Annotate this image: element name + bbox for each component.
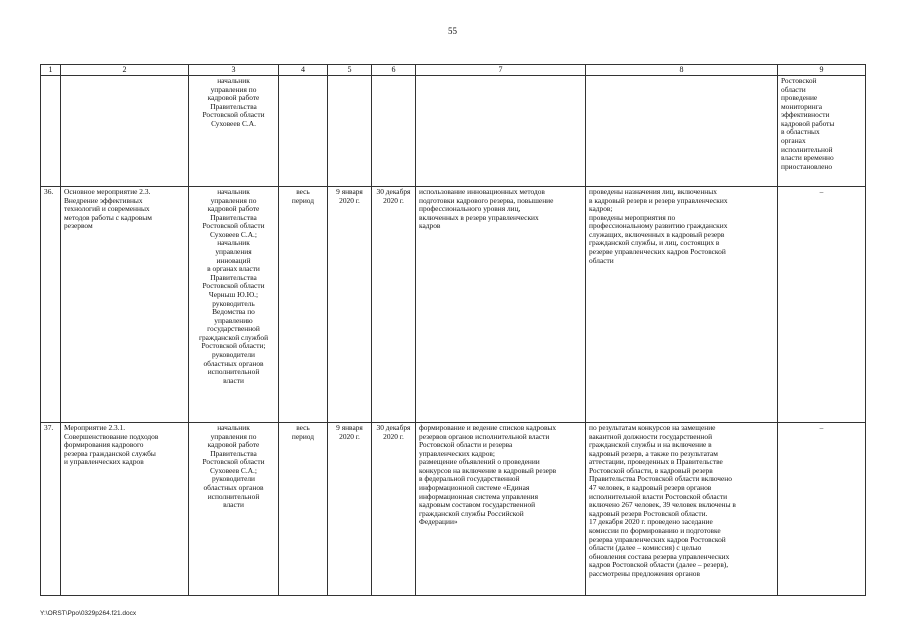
row-number [41,76,61,187]
responsible-executor: начальник управления по кадровой работе Правительства Ростовской области Суховеев С.А.; начальник управления инноваций в органах власти Правительства Ростовской области Черныш Ю.Ю.; руководитель Ведомства по управлению государственной гражданской службой Ростовской области; руководители областных органов исполнительной власти [198,187,269,385]
program-table [40,64,866,596]
column-header: 6 [372,65,416,76]
column-header: 4 [279,65,328,76]
note-cell: Ростовской области проведение мониторинга эффективности кадровой работы в областных органах исполнительной власти временно приостановлено [781,76,835,171]
expected-result: использование инновационных методов подготовки кадрового резерва, повышение профессионального уровня лиц, включенных в резерв управленческих кадров [419,187,554,231]
end-date: 30 декабря 2020 г. [376,423,411,441]
actual-result: проведены назначения лиц, включенных в кадровый резерв и резерв управленческих кадров; проведены мероприятия по профессиональному развитию гражданских служащих, включенных в кадровый резерв гражданской службы, и лиц, состоящих в резерве управленческих кадров Ростовской области [589,187,728,265]
table-row [41,76,866,187]
column-number-header [41,65,866,76]
responsible-executor: начальник управления по кадровой работе Правительства Ростовской области Суховеев С.А. [202,76,265,128]
column-header: 5 [328,65,372,76]
implementation-period: весь период [291,187,315,205]
table-row [41,423,866,596]
column-header: 2 [61,65,189,76]
column-header: 7 [416,65,586,76]
file-path-footer: Y:\ORST\Ppo\0329p264.f21.docx [40,610,137,617]
measure-name: Основное мероприятие 2.3. Внедрение эффективных технологий и современных методов работы с кадровым резервом [64,187,152,231]
column-header: 8 [586,65,778,76]
row-number: 36. [41,187,61,423]
responsible-executor: начальник управления по кадровой работе Правительства Ростовской области Суховеев С.А.; руководители областных органов исполнительной власти [202,423,265,510]
actual-result: по результатам конкурсов на замещение вакантной должности государственной гражданской службы и на включение в кадровый резерв, а также по результатам аттестации, проведенных в Правительстве Ростовской области, в кадровый резерв Правительства Ростовской области включено 47 человек, в кадровый резерв органов исполнительной власти Ростовской области включено 267 человек, 39 человек включены в кадровый резерв Ростовской области. 17 декабря 2020 г. проведено заседание комиссии по формированию и подготовке резерва управленческих кадров Ростовской области (далее – комиссия) с целью обновления состава резерва управленческих кадров Ростовской области (далее – резерв), рассмотрены предложения органов [589,423,736,578]
end-date: 30 декабря 2020 г. [376,187,411,205]
note-cell: – [819,187,824,196]
expected-result: формирование и ведение списков кадровых резервов органов исполнительной власти Ростовской области и резерва управленческих кадров; размещение объявлений о проведении конкурсов на включение в кадровый резерв в федеральной государственной информационной системе «Единая информационная система управления кадровым составом государственной гражданской службы Российской Федерации» [419,423,557,527]
column-header: 1 [41,65,61,76]
start-date: 9 января 2020 г. [336,423,363,441]
column-header: 3 [189,65,279,76]
start-date: 9 января 2020 г. [336,187,363,205]
column-header: 9 [778,65,866,76]
table-row [41,187,866,423]
page-number: 55 [448,26,457,36]
measure-name: Мероприятие 2.3.1. Совершенствование подходов формирования кадрового резерва гражданской службы и управленческих кадров [64,423,159,467]
note-cell: – [819,423,824,432]
implementation-period: весь период [291,423,315,441]
row-number: 37. [41,423,61,596]
